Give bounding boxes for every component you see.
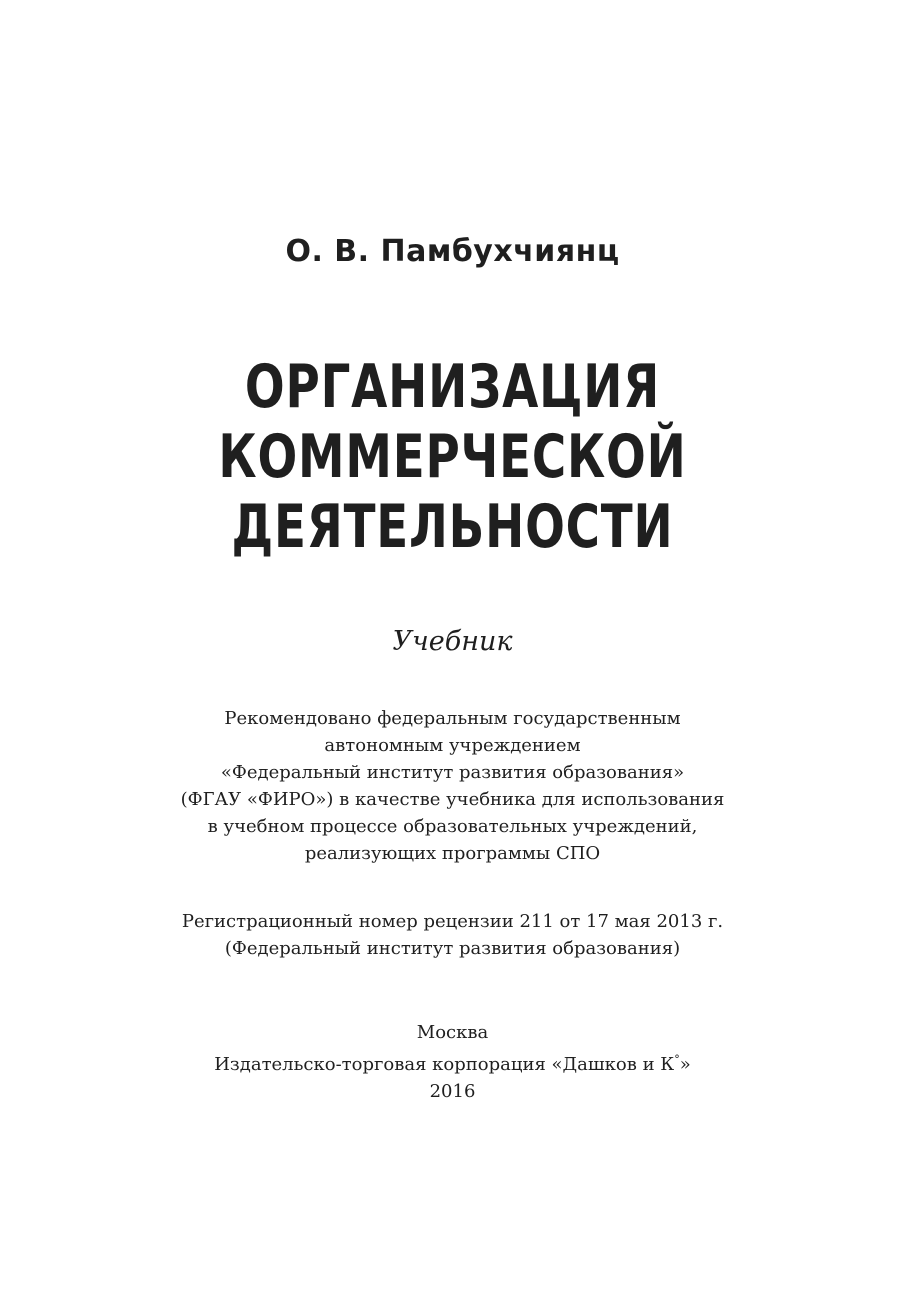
recommendation-line: Рекомендовано федеральным государственным [224, 708, 681, 729]
recommendation-text [0, 705, 905, 867]
author-name: О. В. Памбухчиянц [285, 234, 620, 269]
book-title-line: ОРГАНИЗАЦИЯ [244, 352, 661, 422]
recommendation-line: «Федеральный институт развития образования» [220, 762, 685, 783]
registration-text [0, 908, 905, 962]
publisher-closing-quote: » [679, 1054, 691, 1075]
registration-line: Регистрационный номер рецензии 211 от 17 мая 2013 г. [181, 911, 724, 932]
publisher-superscript: ° [674, 1053, 680, 1066]
publisher-imprint [0, 1019, 905, 1105]
imprint-publisher [0, 1046, 905, 1078]
imprint-city: Москва [416, 1022, 489, 1043]
book-title-line: ДЕЯТЕЛЬНОСТИ [231, 492, 674, 562]
registration-line: (Федеральный институт развития образования) [224, 938, 681, 959]
imprint-year: 2016 [429, 1081, 476, 1102]
recommendation-line: автономным учреждением [324, 735, 581, 756]
book-title [0, 352, 905, 562]
recommendation-line: (ФГАУ «ФИРО») в качестве учебника для использования [180, 789, 725, 810]
book-type-subtitle: Учебник [392, 626, 513, 657]
publisher-name: Издательско-торговая корпорация «Дашков и К [214, 1054, 675, 1075]
book-title-line: КОММЕРЧЕСКОЙ [218, 422, 687, 492]
recommendation-line: реализующих программы СПО [304, 843, 601, 864]
recommendation-line: в учебном процессе образовательных учреждений, [207, 816, 698, 837]
